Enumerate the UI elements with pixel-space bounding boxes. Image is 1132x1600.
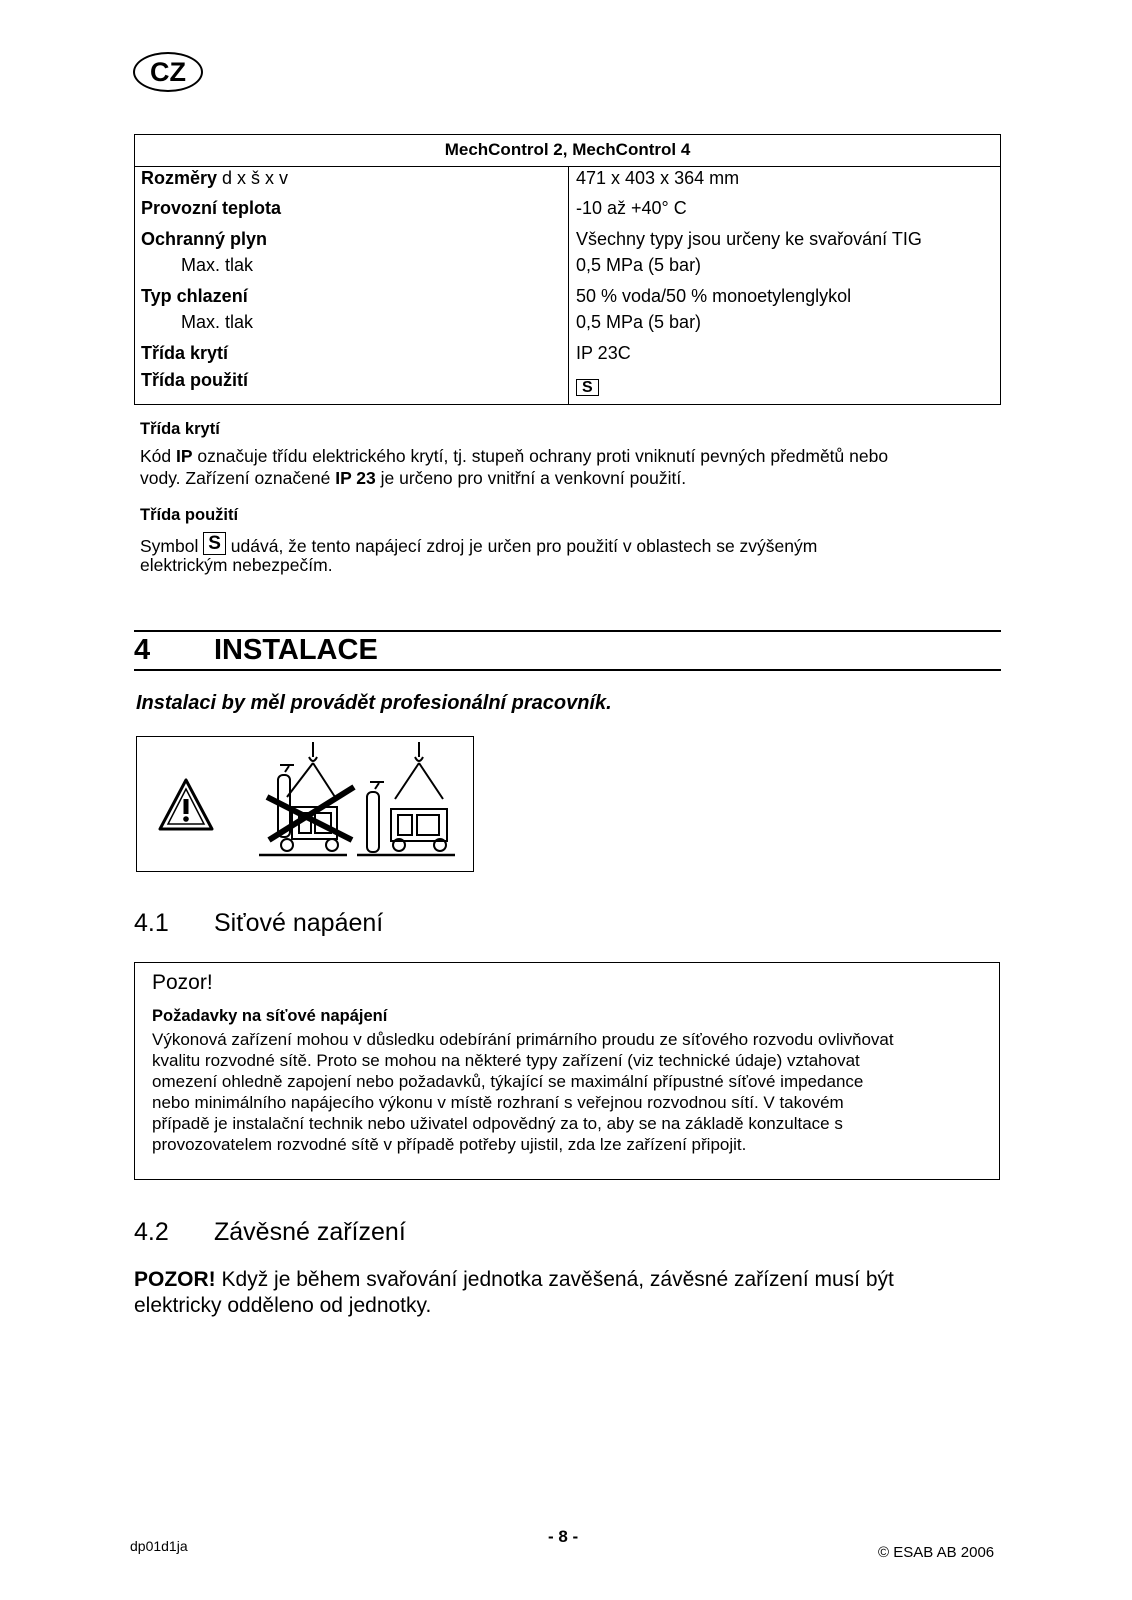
label-plyn-tlak: Max. tlak <box>181 255 254 275</box>
value-chlazeni-tlak: 0,5 MPa (5 bar) <box>576 312 702 332</box>
paragraph-pouziti: Symbol S udává, že tento napájecí zdroj je určen pro použití v oblastech se zvýšeným elektrickým nebezpečím. <box>140 533 818 575</box>
label-plyn: Ochranný plyn <box>141 229 268 249</box>
correct-lifting-icon <box>357 742 455 855</box>
notice-box <box>134 962 1000 1180</box>
column-divider <box>568 166 569 404</box>
paragraph-kryti: Kód IP označuje třídu elektrického krytí, tj. stupeň ochrany proti vniknutí pevných předmětů nebo vody. Zařízení označené IP 23 je určeno pro vnitřní a venkovní použití. <box>140 446 889 488</box>
chapter-rule-bottom <box>134 669 1001 671</box>
value-pouziti <box>576 373 599 399</box>
language-badge <box>133 52 203 92</box>
chapter-subtitle: Instalaci by měl provádět profesionální pracovník. <box>136 692 612 714</box>
notice-body: Výkonová zařízení mohou v důsledku odebírání primárního proudu ze síťového rozvodu ovlivňovat kvalitu rozvodné sítě. Proto se mohou na některé typy zařízení (viz technické údaje) vztahovat omezení ohledně zapojení nebo požadavků, týkající se maximální přípustné síťové impedance nebo minimálního napájecího výkonu v místě rozhraní s veřejnou rozvodnou sítí. V takovém případě je instalační technik nebo uživatel odpovědný za to, aby se na základě konzultace s provozovatelem rozvodné sítě v případě potřeby ujistil, zda lze zařízení připojit. <box>152 1030 894 1154</box>
section-heading-4-2: 4.2 Závěsné zařízení <box>134 1218 406 1246</box>
lifting-warning-pictogram <box>136 736 474 872</box>
chapter-heading: 4 INSTALACE <box>134 634 378 666</box>
label-rozmery: Rozměry d x š x v <box>141 168 289 188</box>
value-rozmery: 471 x 403 x 364 mm <box>576 168 740 188</box>
section-heading-4-1: 4.1 Siťové napáení <box>134 909 384 937</box>
spec-table-title: MechControl 2, MechControl 4 <box>135 135 1000 167</box>
paragraph-4-2: POZOR! Když je během svařování jednotka zavěšená, závěsné zařízení musí být elektricky odděleno od jednotky. <box>134 1268 894 1317</box>
label-pouziti: Třída použití <box>141 370 248 390</box>
heading-pouziti: Třída použití <box>140 506 239 524</box>
language-code: CZ <box>150 56 186 87</box>
spec-table <box>134 134 1001 405</box>
value-plyn-tlak: 0,5 MPa (5 bar) <box>576 255 702 275</box>
footer-doc-id: dp01d1ja <box>130 1538 188 1554</box>
notice-title: Pozor! <box>152 971 213 994</box>
footer-page-number: - 8 - <box>548 1527 579 1546</box>
heading-kryti: Třída krytí <box>140 420 220 438</box>
value-teplota: -10 až +40° C <box>576 198 687 218</box>
s-symbol-icon: S <box>576 379 599 396</box>
value-plyn: Všechny typy jsou určeny ke svařování TIG <box>576 229 922 249</box>
notice-subtitle: Požadavky na síťové napájení <box>152 1007 388 1025</box>
label-kryti: Třída krytí <box>141 343 229 363</box>
label-chlazeni-tlak: Max. tlak <box>181 312 254 332</box>
footer-copyright: © ESAB AB 2006 <box>878 1544 995 1561</box>
wrong-lifting-icon <box>259 742 354 855</box>
chapter-rule-top <box>134 630 1001 632</box>
label-chlazeni: Typ chlazení <box>141 286 248 306</box>
value-chlazeni: 50 % voda/50 % monoetylenglykol <box>576 286 852 306</box>
warning-triangle-icon <box>160 780 212 829</box>
s-symbol-icon: S <box>203 532 226 555</box>
label-teplota: Provozní teplota <box>141 198 282 218</box>
value-kryti: IP 23C <box>576 343 631 363</box>
lifting-warning-icon <box>137 737 473 871</box>
